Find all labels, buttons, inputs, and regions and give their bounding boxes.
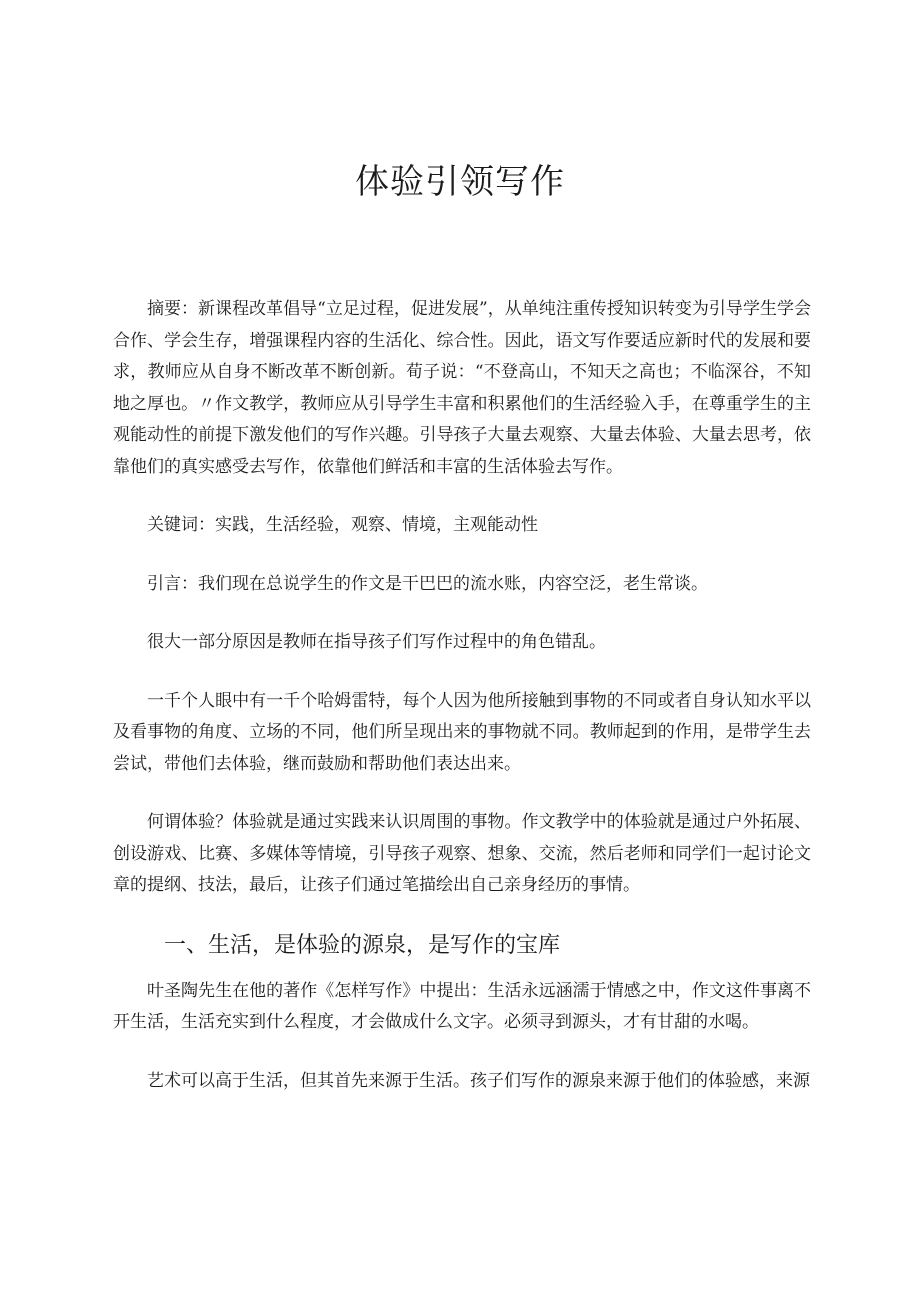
keywords-paragraph: 关键词：实践，生活经验，观察、情境，主观能动性 [147,515,538,535]
definition-paragraph: 何谓体验？体验就是通过实践来认识周围的事物。作文教学中的体验就是通过户外拓展、创设游戏、比赛、多媒体等情境，引导孩子观察、想象、交流，然后老师和同学们一起讨论文章的提纲、技法，最后，让孩子们通过笔描绘出自己亲身经历的事情。 [113,812,811,895]
section-heading: 一、生活，是体验的源泉，是写作的宝库 [164,932,561,958]
intro-paragraph: 引言：我们现在总说学生的作文是干巴巴的流水账，内容空泛，老生常谈。 [147,573,708,594]
document-title: 体验引领写作 [355,162,565,202]
hamlet-paragraph: 一千个人眼中有一千个哈姆雷特，每个人因为他所接触到事物的不同或者自身认知水平以及看事物的角度、立场的不同，他们所呈现出来的事物就不同。教师起到的作用，是带学生去尝试，带他们去体验，继而鼓励和帮助他们表达出来。 [113,690,811,774]
art-paragraph: 艺术可以高于生活，但其首先来源于生活。孩子们写作的源泉来源于他们的体验感，来源 [147,1070,810,1091]
abstract-paragraph: 摘要：新课程改革倡导“立足过程，促进发展”，从单纯注重传授知识转变为引导学生学会合作、学会生存，增强课程内容的生活化、综合性。因此，语文写作要适应新时代的发展和要求，教师应从自身不断改革不断创新。荀子说：“不登高山，不知天之高也；不临深谷，不知地之厚也。〃作文教学，教师应从引导学生丰富和积累他们的生活经验入手，在尊重学生的主观能动性的前提下激发他们的写作兴趣。引导孩子大量去观察、大量去体验、大量去思考，依靠他们的真实感受去写作，依靠他们鲜活和丰富的生活体验去写作。 [113,299,811,477]
reason-paragraph: 很大一部分原因是教师在指导孩子们写作过程中的角色错乱。 [147,632,606,652]
document-body [113,294,811,1124]
quote-paragraph: 叶圣陶先生在他的著作《怎样写作》中提出：生活永远涵濡于情感之中，作文这件事离不开生活，生活充实到什么程度，才会做成什么文字。必须寻到源头，才有甘甜的水喝。 [113,980,811,1032]
